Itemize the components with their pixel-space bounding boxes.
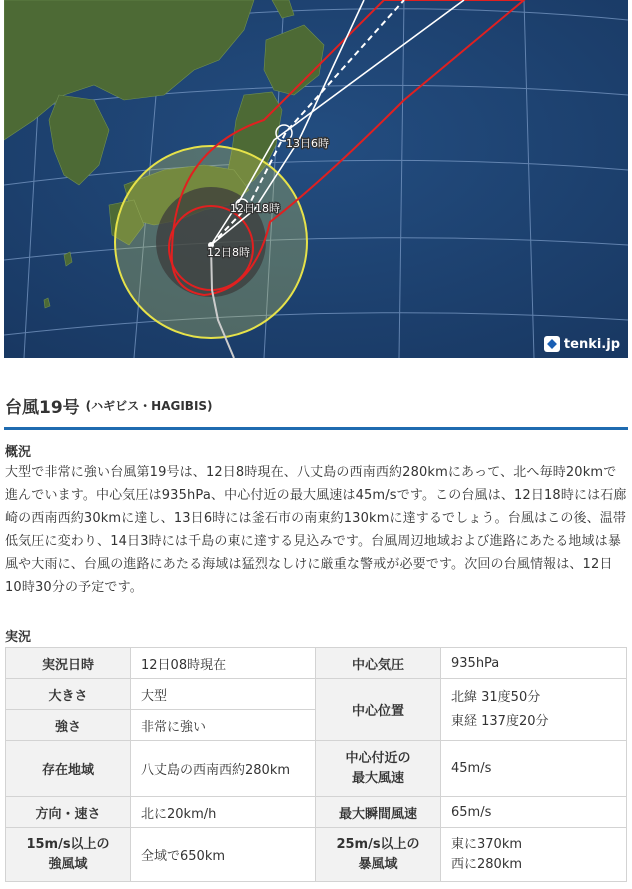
observed-time-value: 12日08時現在 — [131, 648, 316, 679]
overview-heading: 概況 — [5, 445, 32, 460]
table-row — [6, 648, 627, 679]
storm-wind-west: 西に280km — [451, 856, 523, 872]
gust-label: 最大瞬間風速 — [316, 797, 441, 828]
table-row — [6, 679, 627, 710]
longitude: 東経 137度20分 — [451, 713, 549, 729]
typhoon-map — [4, 0, 628, 358]
gust-value: 65m/s — [441, 797, 627, 828]
strength-label: 強さ — [6, 710, 131, 741]
strength-value: 非常に強い — [131, 710, 316, 741]
max-wind-label-line1: 中心付近の — [345, 750, 411, 766]
storm-wind-value — [441, 828, 627, 882]
typhoon-title — [4, 393, 628, 430]
storm-wind-label-line2: 暴風域 — [358, 856, 398, 872]
strong-wind-label-line1: 15m/s以上の — [26, 836, 110, 852]
size-value: 大型 — [131, 679, 316, 710]
pressure-value: 935hPa — [441, 648, 627, 679]
label-12d18: 12日18時 — [230, 202, 280, 215]
size-label: 大きさ — [6, 679, 131, 710]
typhoon-track-map — [4, 0, 628, 358]
strong-wind-label-line2: 強風域 — [48, 856, 88, 872]
max-wind-value: 45m/s — [441, 741, 627, 797]
storm-wind-east: 東に370km — [451, 836, 523, 852]
max-wind-label — [316, 741, 441, 797]
storm-wind-label-line1: 25m/s以上の — [336, 836, 420, 852]
direction-value: 北に20km/h — [131, 797, 316, 828]
label-12d8: 12日8時 — [207, 246, 250, 259]
status-table — [5, 647, 627, 882]
typhoon-title-main: 台風19号 — [5, 398, 80, 418]
region-label: 存在地域 — [6, 741, 131, 797]
tenki-logo-text: tenki.jp — [563, 336, 620, 352]
position-value — [441, 679, 627, 741]
tenki-logo-icon — [544, 336, 560, 352]
pressure-label: 中心気圧 — [316, 648, 441, 679]
table-row — [6, 797, 627, 828]
typhoon-title-sub: (ハギビス・HAGIBIS) — [85, 399, 213, 413]
strong-wind-label — [6, 828, 131, 882]
tenki-logo — [544, 336, 620, 352]
storm-wind-label — [316, 828, 441, 882]
overview-text: 大型で非常に強い台風第19号は、12日8時現在、八丈島の西南西約280kmにあって、北へ毎時20kmで進んでいます。中心気圧は935hPa、中心付近の最大風速は45m/sです。この台風は、12日18時には石廊崎の西南西約30kmに達し、13日6時には釜石市の南東約130kmに達するでしょう。台風はこの後、温帯低気圧に変わり、14日3時には千島の東に達する見込みです。台風周辺地域および進路にあたる地域は暴風や大雨に、台風の進路にあたる海域は猛烈なしけに厳重な警戒が必要です。次回の台風情報は、12日10時30分の予定です。 — [5, 465, 627, 595]
direction-label: 方向・速さ — [6, 797, 131, 828]
status-heading: 実況 — [5, 630, 32, 645]
region-value: 八丈島の西南西約280km — [131, 741, 316, 797]
strong-wind-value: 全域で650km — [131, 828, 316, 882]
label-13d6: 13日6時 — [286, 137, 329, 150]
observed-time-label: 実況日時 — [6, 648, 131, 679]
table-row — [6, 741, 627, 797]
table-row — [6, 828, 627, 882]
latitude: 北緯 31度50分 — [451, 689, 541, 705]
max-wind-label-line2: 最大風速 — [351, 770, 404, 786]
position-label: 中心位置 — [316, 679, 441, 741]
